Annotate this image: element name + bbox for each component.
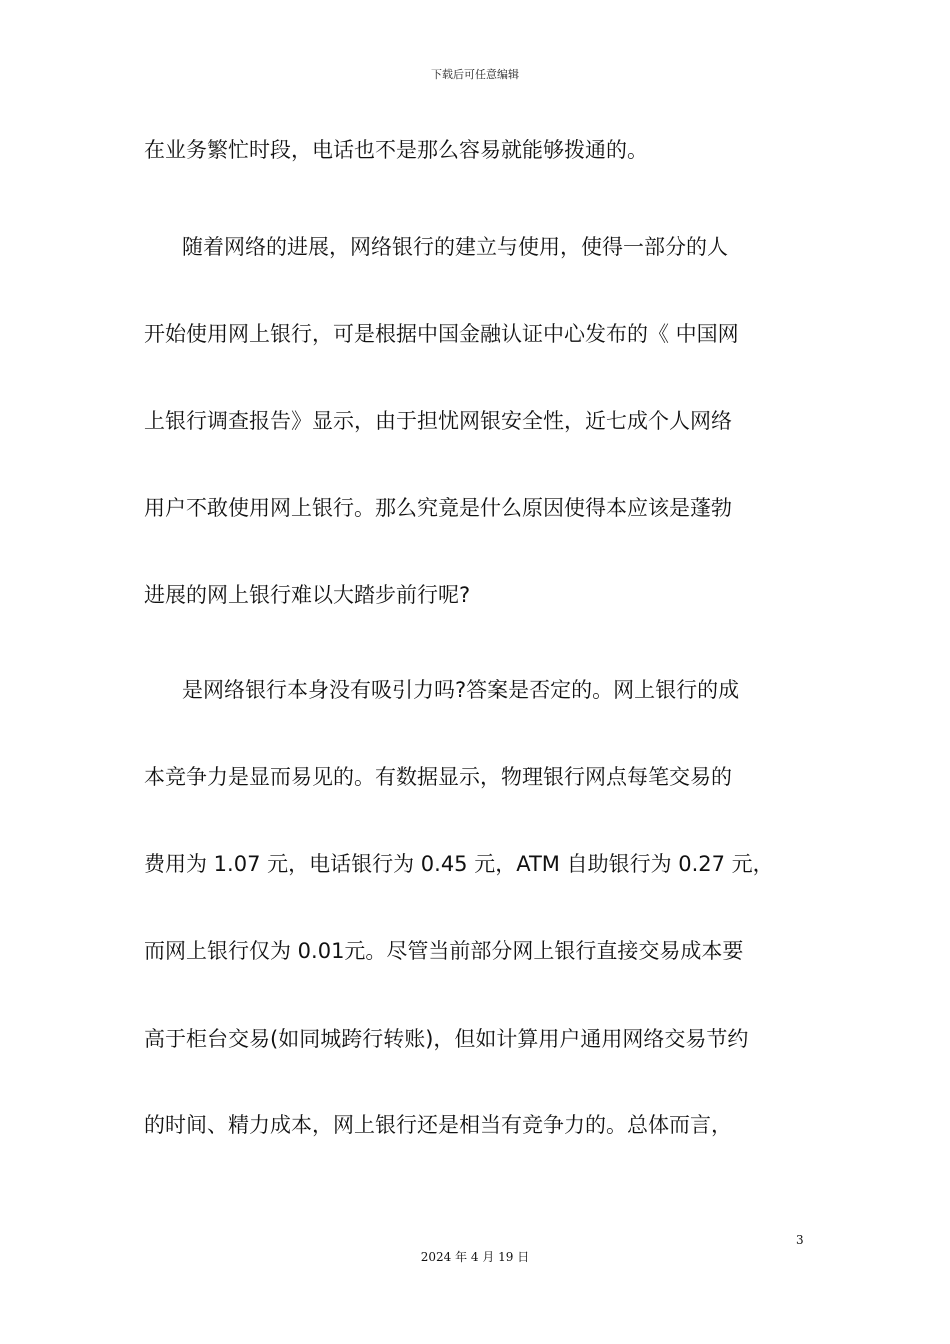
text-line: 的时间、精力成本，网上银行还是相当有竞争力的。总体而言， (144, 1113, 732, 1137)
text-line: 在业务繁忙时段，电话也不是那么容易就能够拨通的。 (144, 138, 648, 162)
text-line: 而网上银行仅为 0.01元。尽管当前部分网上银行直接交易成本要 (144, 939, 744, 963)
text-line: 本竞争力是显而易见的。有数据显示，物理银行网点每笔交易的 (144, 765, 732, 789)
footer-date: 2024 年 4 月 19 日 (420, 1250, 530, 1264)
text-line: 随着网络的进展，网络银行的建立与使用，使得一部分的人 (182, 235, 728, 259)
text-line: 是网络银行本身没有吸引力吗?答案是否定的。网上银行的成 (182, 678, 740, 702)
text-line: 开始使用网上银行，可是根据中国金融认证中心发布的《 中国网 (144, 322, 739, 346)
text-line: 高于柜台交易(如同城跨行转账)，但如计算用户通用网络交易节约 (144, 1027, 749, 1051)
page-header: 下载后可任意编辑 (431, 68, 519, 81)
text-line: 用户不敢使用网上银行。那么究竟是什么原因使得本应该是蓬勃 (144, 496, 732, 520)
text-line: 费用为 1.07 元，电话银行为 0.45 元，ATM 自助银行为 0.27 元， (144, 852, 774, 876)
page-number: 3 (796, 1233, 804, 1247)
text-line: 上银行调查报告》显示，由于担忧网银安全性，近七成个人网络 (144, 409, 732, 433)
text-line: 进展的网上银行难以大踏步前行呢? (144, 583, 471, 607)
